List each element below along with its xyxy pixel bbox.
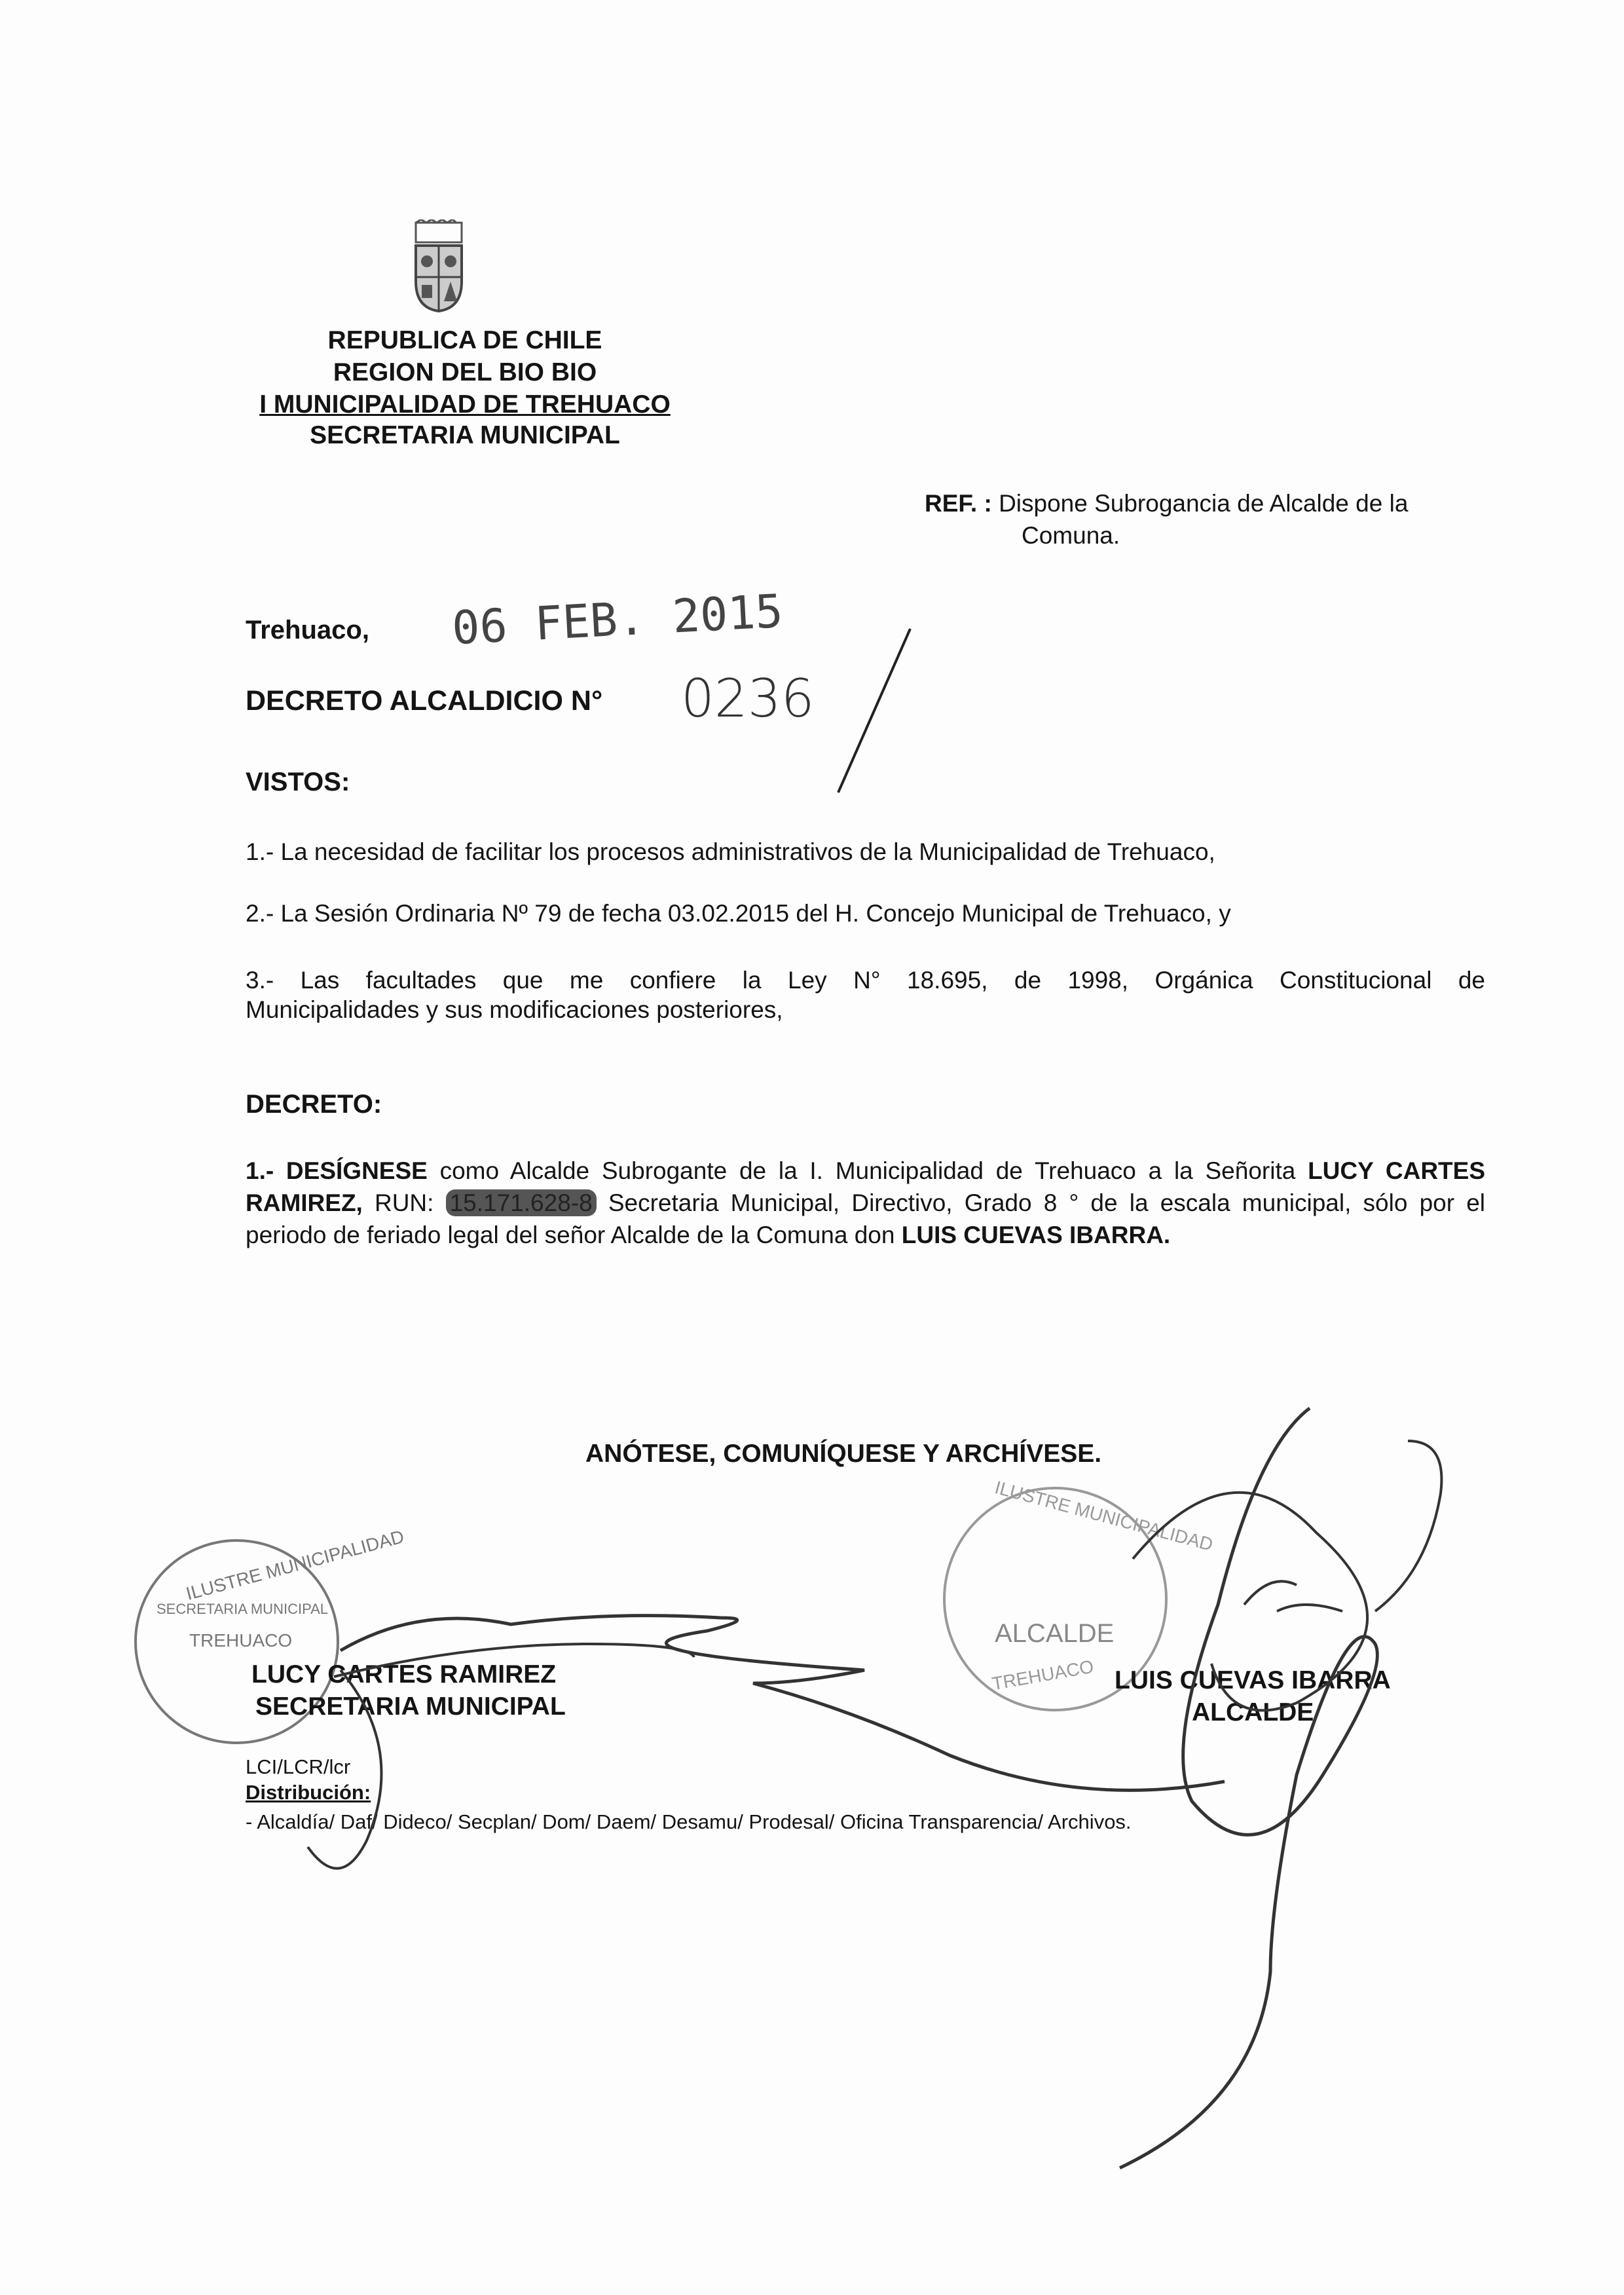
- text: RUN:: [362, 1189, 446, 1216]
- visto-item-1: 1.- La necesidad de facilitar los procesos administrativos de la Municipalidad de Trehuaco,: [246, 838, 1215, 865]
- visto-item-3-cont: Municipalidades y sus modificaciones posteriores,: [246, 996, 783, 1023]
- reference: [925, 490, 1408, 517]
- stamp-text: TREHUACO: [990, 1656, 1096, 1694]
- visto-item-2: 2.- La Sesión Ordinaria Nº 79 de fecha 03.02.2015 del H. Concejo Municipal de Trehuaco, y: [246, 900, 1231, 927]
- right-signer-name: LUIS CUEVAS IBARRA: [1115, 1666, 1391, 1694]
- decree-number-handwritten: 0236: [681, 668, 815, 729]
- stamp-text: ILUSTRE MUNICIPALIDAD: [183, 1526, 407, 1604]
- initials: LCI/LCR/lcr: [246, 1755, 351, 1778]
- decreto-paragraph: [246, 1155, 1485, 1251]
- header-department: SECRETARIA MUNICIPAL: [310, 421, 620, 449]
- redacted-run: 15.171.628-8: [446, 1189, 597, 1216]
- decreto-title: DECRETO:: [246, 1090, 382, 1119]
- stamp-text: ILUSTRE MUNICIPALIDAD: [992, 1477, 1215, 1555]
- decree-label: DECRETO ALCALDICIO N°: [246, 685, 603, 717]
- visto-item-3: 3.- Las facultades que me confiere la Ley N° 18.695, de 1998, Orgánica Constitucional de: [246, 967, 1485, 994]
- stamp-text: ALCALDE: [995, 1619, 1115, 1648]
- municipal-crest-logo: [406, 219, 471, 314]
- appointee-name: LUCY CARTES RAMIREZ,: [246, 1157, 1485, 1216]
- paragraph-number: 1.- DESÍGNESE: [246, 1157, 428, 1184]
- stamp-text: SECRETARIA MUNICIPAL: [157, 1601, 329, 1617]
- right-signature-stroke: [1375, 1441, 1441, 1611]
- closing-formula: ANÓTESE, COMUNÍQUESE Y ARCHÍVESE.: [585, 1440, 1102, 1468]
- left-signer-name: LUCY CARTES RAMIREZ: [251, 1660, 557, 1689]
- right-signature-stroke: [1244, 1581, 1342, 1611]
- text: Secretaria Municipal, Directivo, Grado 8 ° de la escala municipal, sólo por el periodo de feriado legal del señor Alcalde de la Comuna don: [246, 1189, 1486, 1248]
- text: como Alcalde Subrogante de la I. Municipalidad de Trehuaco a la Señorita: [427, 1157, 1308, 1184]
- right-signer-title: ALCALDE: [1192, 1698, 1314, 1726]
- ref-text-cont: Comuna.: [1022, 522, 1120, 549]
- distribution-list: - Alcaldía/ Daf/ Dideco/ Secplan/ Dom/ Daem/ Desamu/ Prodesal/ Oficina Transparencia/ Archivos.: [246, 1810, 1132, 1833]
- vistos-title: VISTOS:: [246, 768, 350, 796]
- header-municipality: I MUNICIPALIDAD DE TREHUACO: [259, 390, 671, 419]
- header-region: REGION DEL BIO BIO: [333, 358, 597, 386]
- ref-text: Dispone Subrogancia de Alcalde de la: [999, 490, 1409, 517]
- date-stamp: 06 FEB. 2015: [451, 584, 784, 656]
- place: Trehuaco,: [246, 616, 369, 644]
- stamp-text: TREHUACO: [189, 1630, 293, 1651]
- ref-label: REF. :: [925, 490, 992, 517]
- header-country: REPUBLICA DE CHILE: [327, 326, 602, 354]
- left-signer-title: SECRETARIA MUNICIPAL: [255, 1692, 566, 1721]
- distribution-label: Distribución:: [246, 1781, 371, 1804]
- check-mark-slash: [838, 629, 910, 793]
- mayor-name: LUIS CUEVAS IBARRA.: [901, 1222, 1171, 1248]
